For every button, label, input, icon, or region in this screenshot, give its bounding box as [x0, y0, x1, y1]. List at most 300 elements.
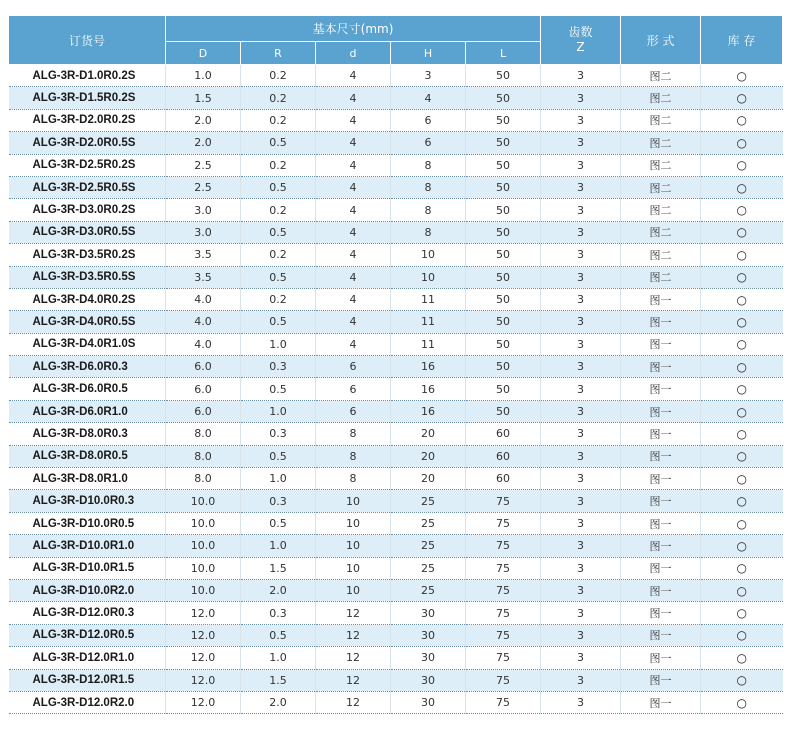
cell-dim-d: 12 — [316, 647, 391, 669]
cell-dim-R: 0.3 — [241, 423, 316, 445]
cell-dim-R: 1.0 — [241, 468, 316, 490]
cell-teeth: 3 — [541, 647, 621, 669]
cell-stock: ○ — [701, 87, 783, 109]
cell-stock: ○ — [701, 624, 783, 646]
cell-form: 图一 — [621, 624, 701, 646]
cell-stock: ○ — [701, 65, 783, 87]
cell-order-no: ALG-3R-D8.0R0.3 — [9, 423, 166, 445]
cell-dim-d: 4 — [316, 132, 391, 154]
cell-stock: ○ — [701, 378, 783, 400]
cell-order-no: ALG-3R-D1.5R0.2S — [9, 87, 166, 109]
cell-stock: ○ — [701, 333, 783, 355]
cell-form: 图一 — [621, 535, 701, 557]
cell-stock: ○ — [701, 154, 783, 176]
product-spec-table — [8, 15, 783, 714]
cell-dim-d: 4 — [316, 311, 391, 333]
cell-dim-d: 10 — [316, 557, 391, 579]
header-order-no: 订货号 — [9, 16, 166, 65]
cell-dim-H: 20 — [391, 468, 466, 490]
cell-teeth: 3 — [541, 199, 621, 221]
cell-dim-L: 75 — [466, 624, 541, 646]
cell-teeth: 3 — [541, 400, 621, 422]
table-row — [9, 691, 783, 713]
table-row — [9, 356, 783, 378]
cell-stock: ○ — [701, 490, 783, 512]
cell-dim-H: 3 — [391, 65, 466, 87]
cell-order-no: ALG-3R-D3.5R0.5S — [9, 266, 166, 288]
cell-dim-H: 30 — [391, 602, 466, 624]
cell-form: 图二 — [621, 154, 701, 176]
cell-stock: ○ — [701, 423, 783, 445]
cell-dim-H: 25 — [391, 535, 466, 557]
header-dim-L: L — [466, 42, 541, 65]
cell-dim-L: 60 — [466, 445, 541, 467]
cell-teeth: 3 — [541, 490, 621, 512]
cell-dim-H: 20 — [391, 423, 466, 445]
cell-stock: ○ — [701, 647, 783, 669]
cell-stock: ○ — [701, 691, 783, 713]
cell-order-no: ALG-3R-D12.0R0.5 — [9, 624, 166, 646]
cell-dim-D: 12.0 — [166, 691, 241, 713]
cell-dim-D: 3.0 — [166, 199, 241, 221]
cell-dim-d: 4 — [316, 87, 391, 109]
cell-form: 图一 — [621, 490, 701, 512]
cell-form: 图一 — [621, 691, 701, 713]
cell-dim-R: 1.0 — [241, 535, 316, 557]
cell-dim-H: 6 — [391, 132, 466, 154]
cell-dim-d: 12 — [316, 602, 391, 624]
cell-order-no: ALG-3R-D4.0R0.5S — [9, 311, 166, 333]
cell-form: 图一 — [621, 647, 701, 669]
cell-dim-D: 2.0 — [166, 109, 241, 131]
cell-order-no: ALG-3R-D4.0R0.2S — [9, 288, 166, 310]
cell-teeth: 3 — [541, 378, 621, 400]
cell-dim-d: 8 — [316, 468, 391, 490]
cell-form: 图一 — [621, 288, 701, 310]
cell-dim-H: 8 — [391, 221, 466, 243]
header-teeth-label: 齿数 — [568, 25, 593, 39]
cell-teeth: 3 — [541, 244, 621, 266]
cell-dim-d: 6 — [316, 378, 391, 400]
cell-form: 图一 — [621, 400, 701, 422]
cell-dim-H: 11 — [391, 311, 466, 333]
cell-dim-D: 4.0 — [166, 333, 241, 355]
cell-order-no: ALG-3R-D10.0R1.0 — [9, 535, 166, 557]
cell-order-no: ALG-3R-D8.0R1.0 — [9, 468, 166, 490]
cell-dim-D: 6.0 — [166, 378, 241, 400]
cell-teeth: 3 — [541, 423, 621, 445]
table-row — [9, 176, 783, 198]
cell-stock: ○ — [701, 244, 783, 266]
cell-teeth: 3 — [541, 65, 621, 87]
cell-order-no: ALG-3R-D6.0R0.3 — [9, 356, 166, 378]
cell-teeth: 3 — [541, 535, 621, 557]
cell-dim-L: 50 — [466, 266, 541, 288]
cell-dim-L: 50 — [466, 87, 541, 109]
table-row — [9, 468, 783, 490]
cell-dim-D: 12.0 — [166, 647, 241, 669]
cell-stock: ○ — [701, 109, 783, 131]
cell-stock: ○ — [701, 132, 783, 154]
cell-order-no: ALG-3R-D2.5R0.2S — [9, 154, 166, 176]
cell-dim-R: 0.2 — [241, 65, 316, 87]
cell-dim-L: 50 — [466, 378, 541, 400]
cell-stock: ○ — [701, 579, 783, 601]
cell-stock: ○ — [701, 221, 783, 243]
cell-form: 图二 — [621, 266, 701, 288]
cell-dim-H: 11 — [391, 288, 466, 310]
cell-teeth: 3 — [541, 132, 621, 154]
cell-dim-d: 8 — [316, 423, 391, 445]
table-body — [9, 65, 783, 714]
cell-dim-R: 1.5 — [241, 669, 316, 691]
cell-dim-d: 12 — [316, 624, 391, 646]
header-dim-H: H — [391, 42, 466, 65]
cell-dim-d: 6 — [316, 400, 391, 422]
cell-stock: ○ — [701, 535, 783, 557]
cell-dim-R: 0.2 — [241, 288, 316, 310]
cell-dim-D: 10.0 — [166, 557, 241, 579]
cell-dim-H: 30 — [391, 691, 466, 713]
cell-dim-H: 10 — [391, 244, 466, 266]
cell-form: 图二 — [621, 199, 701, 221]
cell-dim-D: 4.0 — [166, 311, 241, 333]
cell-dim-H: 16 — [391, 400, 466, 422]
cell-form: 图一 — [621, 423, 701, 445]
cell-dim-R: 2.0 — [241, 691, 316, 713]
cell-order-no: ALG-3R-D10.0R0.5 — [9, 512, 166, 534]
cell-form: 图一 — [621, 557, 701, 579]
cell-teeth: 3 — [541, 288, 621, 310]
header-dim-R: R — [241, 42, 316, 65]
table-row — [9, 266, 783, 288]
table-row — [9, 311, 783, 333]
cell-order-no: ALG-3R-D12.0R1.0 — [9, 647, 166, 669]
cell-teeth: 3 — [541, 176, 621, 198]
cell-teeth: 3 — [541, 311, 621, 333]
cell-dim-H: 25 — [391, 579, 466, 601]
cell-form: 图二 — [621, 132, 701, 154]
cell-dim-H: 16 — [391, 356, 466, 378]
cell-dim-R: 0.5 — [241, 221, 316, 243]
cell-dim-H: 16 — [391, 378, 466, 400]
cell-order-no: ALG-3R-D1.0R0.2S — [9, 65, 166, 87]
cell-stock: ○ — [701, 602, 783, 624]
table-row — [9, 244, 783, 266]
cell-dim-H: 10 — [391, 266, 466, 288]
cell-dim-L: 50 — [466, 154, 541, 176]
cell-form: 图一 — [621, 445, 701, 467]
cell-dim-H: 11 — [391, 333, 466, 355]
cell-dim-d: 4 — [316, 221, 391, 243]
cell-form: 图一 — [621, 378, 701, 400]
cell-dim-d: 4 — [316, 176, 391, 198]
table-row — [9, 109, 783, 131]
cell-dim-H: 8 — [391, 199, 466, 221]
cell-dim-L: 75 — [466, 557, 541, 579]
cell-dim-L: 50 — [466, 109, 541, 131]
cell-dim-L: 75 — [466, 602, 541, 624]
cell-teeth: 3 — [541, 356, 621, 378]
cell-dim-R: 2.0 — [241, 579, 316, 601]
cell-form: 图一 — [621, 512, 701, 534]
table-row — [9, 423, 783, 445]
cell-teeth: 3 — [541, 221, 621, 243]
cell-dim-L: 75 — [466, 512, 541, 534]
cell-dim-L: 50 — [466, 199, 541, 221]
table-row — [9, 445, 783, 467]
cell-dim-R: 0.5 — [241, 132, 316, 154]
cell-dim-d: 4 — [316, 109, 391, 131]
cell-teeth: 3 — [541, 512, 621, 534]
cell-dim-d: 4 — [316, 288, 391, 310]
cell-dim-d: 12 — [316, 691, 391, 713]
cell-dim-R: 0.3 — [241, 490, 316, 512]
cell-stock: ○ — [701, 445, 783, 467]
cell-dim-R: 0.2 — [241, 154, 316, 176]
cell-order-no: ALG-3R-D3.0R0.2S — [9, 199, 166, 221]
cell-dim-R: 1.0 — [241, 400, 316, 422]
cell-dim-R: 0.5 — [241, 311, 316, 333]
cell-dim-L: 75 — [466, 669, 541, 691]
cell-dim-L: 50 — [466, 244, 541, 266]
cell-dim-H: 25 — [391, 512, 466, 534]
cell-dim-H: 25 — [391, 490, 466, 512]
cell-stock: ○ — [701, 311, 783, 333]
cell-dim-D: 2.5 — [166, 154, 241, 176]
cell-dim-d: 4 — [316, 266, 391, 288]
cell-dim-R: 0.5 — [241, 266, 316, 288]
cell-order-no: ALG-3R-D12.0R2.0 — [9, 691, 166, 713]
cell-dim-H: 30 — [391, 624, 466, 646]
header-dimensions-group: 基本尺寸(mm) — [166, 16, 541, 42]
cell-dim-D: 1.0 — [166, 65, 241, 87]
table-row — [9, 221, 783, 243]
cell-dim-D: 8.0 — [166, 445, 241, 467]
cell-dim-H: 25 — [391, 557, 466, 579]
cell-form: 图一 — [621, 311, 701, 333]
cell-dim-D: 3.5 — [166, 244, 241, 266]
cell-form: 图二 — [621, 109, 701, 131]
table-row — [9, 65, 783, 87]
cell-order-no: ALG-3R-D2.0R0.5S — [9, 132, 166, 154]
cell-dim-d: 4 — [316, 154, 391, 176]
cell-form: 图二 — [621, 221, 701, 243]
table-row — [9, 512, 783, 534]
cell-stock: ○ — [701, 176, 783, 198]
cell-teeth: 3 — [541, 468, 621, 490]
cell-dim-D: 8.0 — [166, 423, 241, 445]
cell-stock: ○ — [701, 199, 783, 221]
header-dim-d: d — [316, 42, 391, 65]
cell-dim-d: 4 — [316, 65, 391, 87]
cell-dim-R: 0.2 — [241, 109, 316, 131]
cell-dim-H: 8 — [391, 154, 466, 176]
cell-dim-R: 1.0 — [241, 333, 316, 355]
cell-dim-L: 75 — [466, 490, 541, 512]
cell-dim-R: 0.5 — [241, 378, 316, 400]
cell-dim-D: 10.0 — [166, 579, 241, 601]
cell-teeth: 3 — [541, 669, 621, 691]
cell-dim-L: 50 — [466, 356, 541, 378]
cell-teeth: 3 — [541, 87, 621, 109]
cell-order-no: ALG-3R-D12.0R0.3 — [9, 602, 166, 624]
cell-dim-L: 50 — [466, 311, 541, 333]
cell-dim-D: 1.5 — [166, 87, 241, 109]
header-form: 形 式 — [621, 16, 701, 65]
cell-dim-R: 0.5 — [241, 512, 316, 534]
header-teeth — [541, 16, 621, 65]
cell-form: 图二 — [621, 65, 701, 87]
cell-dim-L: 75 — [466, 691, 541, 713]
cell-stock: ○ — [701, 356, 783, 378]
cell-dim-d: 10 — [316, 512, 391, 534]
cell-order-no: ALG-3R-D10.0R2.0 — [9, 579, 166, 601]
cell-stock: ○ — [701, 557, 783, 579]
cell-dim-L: 60 — [466, 468, 541, 490]
header-stock: 库 存 — [701, 16, 783, 65]
cell-dim-d: 6 — [316, 356, 391, 378]
table-row — [9, 333, 783, 355]
cell-stock: ○ — [701, 468, 783, 490]
cell-dim-L: 75 — [466, 535, 541, 557]
cell-dim-d: 10 — [316, 490, 391, 512]
cell-dim-D: 10.0 — [166, 512, 241, 534]
cell-dim-D: 6.0 — [166, 400, 241, 422]
cell-stock: ○ — [701, 266, 783, 288]
cell-dim-H: 30 — [391, 669, 466, 691]
cell-dim-L: 75 — [466, 647, 541, 669]
cell-dim-D: 12.0 — [166, 669, 241, 691]
table-row — [9, 400, 783, 422]
cell-dim-H: 4 — [391, 87, 466, 109]
table-row — [9, 602, 783, 624]
cell-dim-D: 4.0 — [166, 288, 241, 310]
cell-dim-D: 10.0 — [166, 490, 241, 512]
cell-dim-L: 50 — [466, 400, 541, 422]
cell-dim-R: 0.2 — [241, 87, 316, 109]
cell-dim-R: 0.3 — [241, 602, 316, 624]
cell-dim-R: 0.2 — [241, 244, 316, 266]
cell-form: 图一 — [621, 356, 701, 378]
cell-dim-d: 4 — [316, 333, 391, 355]
cell-form: 图一 — [621, 669, 701, 691]
cell-form: 图一 — [621, 468, 701, 490]
cell-dim-L: 50 — [466, 132, 541, 154]
cell-dim-R: 1.5 — [241, 557, 316, 579]
cell-order-no: ALG-3R-D10.0R1.5 — [9, 557, 166, 579]
cell-dim-D: 3.0 — [166, 221, 241, 243]
cell-dim-D: 6.0 — [166, 356, 241, 378]
cell-teeth: 3 — [541, 154, 621, 176]
cell-dim-L: 75 — [466, 579, 541, 601]
cell-teeth: 3 — [541, 109, 621, 131]
table-row — [9, 647, 783, 669]
cell-dim-d: 4 — [316, 244, 391, 266]
cell-order-no: ALG-3R-D2.0R0.2S — [9, 109, 166, 131]
table-row — [9, 535, 783, 557]
table-header — [9, 16, 783, 65]
cell-dim-d: 10 — [316, 579, 391, 601]
cell-dim-H: 20 — [391, 445, 466, 467]
cell-stock: ○ — [701, 288, 783, 310]
cell-dim-R: 0.5 — [241, 445, 316, 467]
cell-form: 图一 — [621, 333, 701, 355]
cell-dim-L: 50 — [466, 176, 541, 198]
cell-stock: ○ — [701, 669, 783, 691]
table-row — [9, 199, 783, 221]
table-row — [9, 557, 783, 579]
cell-order-no: ALG-3R-D4.0R1.0S — [9, 333, 166, 355]
cell-dim-H: 30 — [391, 647, 466, 669]
cell-order-no: ALG-3R-D2.5R0.5S — [9, 176, 166, 198]
cell-dim-H: 6 — [391, 109, 466, 131]
cell-dim-R: 1.0 — [241, 647, 316, 669]
cell-dim-D: 2.5 — [166, 176, 241, 198]
cell-dim-L: 60 — [466, 423, 541, 445]
header-dim-D: D — [166, 42, 241, 65]
cell-dim-L: 50 — [466, 288, 541, 310]
cell-dim-d: 10 — [316, 535, 391, 557]
table-row — [9, 132, 783, 154]
cell-dim-d: 8 — [316, 445, 391, 467]
cell-dim-H: 8 — [391, 176, 466, 198]
cell-dim-R: 0.3 — [241, 356, 316, 378]
cell-order-no: ALG-3R-D3.0R0.5S — [9, 221, 166, 243]
cell-teeth: 3 — [541, 624, 621, 646]
cell-order-no: ALG-3R-D3.5R0.2S — [9, 244, 166, 266]
cell-stock: ○ — [701, 400, 783, 422]
cell-teeth: 3 — [541, 266, 621, 288]
cell-order-no: ALG-3R-D12.0R1.5 — [9, 669, 166, 691]
cell-form: 图二 — [621, 244, 701, 266]
cell-form: 图一 — [621, 579, 701, 601]
table-row — [9, 624, 783, 646]
cell-form: 图二 — [621, 176, 701, 198]
product-spec-table-container — [8, 15, 782, 714]
cell-form: 图二 — [621, 87, 701, 109]
cell-teeth: 3 — [541, 557, 621, 579]
cell-teeth: 3 — [541, 579, 621, 601]
cell-dim-D: 10.0 — [166, 535, 241, 557]
table-row — [9, 378, 783, 400]
cell-dim-D: 3.5 — [166, 266, 241, 288]
cell-teeth: 3 — [541, 445, 621, 467]
table-row — [9, 288, 783, 310]
cell-order-no: ALG-3R-D10.0R0.3 — [9, 490, 166, 512]
table-row — [9, 669, 783, 691]
cell-order-no: ALG-3R-D6.0R1.0 — [9, 400, 166, 422]
cell-teeth: 3 — [541, 602, 621, 624]
table-row — [9, 154, 783, 176]
cell-dim-d: 12 — [316, 669, 391, 691]
cell-stock: ○ — [701, 512, 783, 534]
cell-dim-D: 2.0 — [166, 132, 241, 154]
cell-dim-d: 4 — [316, 199, 391, 221]
table-row — [9, 579, 783, 601]
cell-order-no: ALG-3R-D6.0R0.5 — [9, 378, 166, 400]
table-row — [9, 490, 783, 512]
cell-dim-L: 50 — [466, 221, 541, 243]
cell-dim-D: 8.0 — [166, 468, 241, 490]
cell-dim-R: 0.2 — [241, 199, 316, 221]
header-teeth-symbol: Z — [576, 40, 585, 54]
cell-teeth: 3 — [541, 333, 621, 355]
cell-dim-R: 0.5 — [241, 624, 316, 646]
cell-order-no: ALG-3R-D8.0R0.5 — [9, 445, 166, 467]
cell-dim-D: 12.0 — [166, 602, 241, 624]
cell-dim-L: 50 — [466, 65, 541, 87]
